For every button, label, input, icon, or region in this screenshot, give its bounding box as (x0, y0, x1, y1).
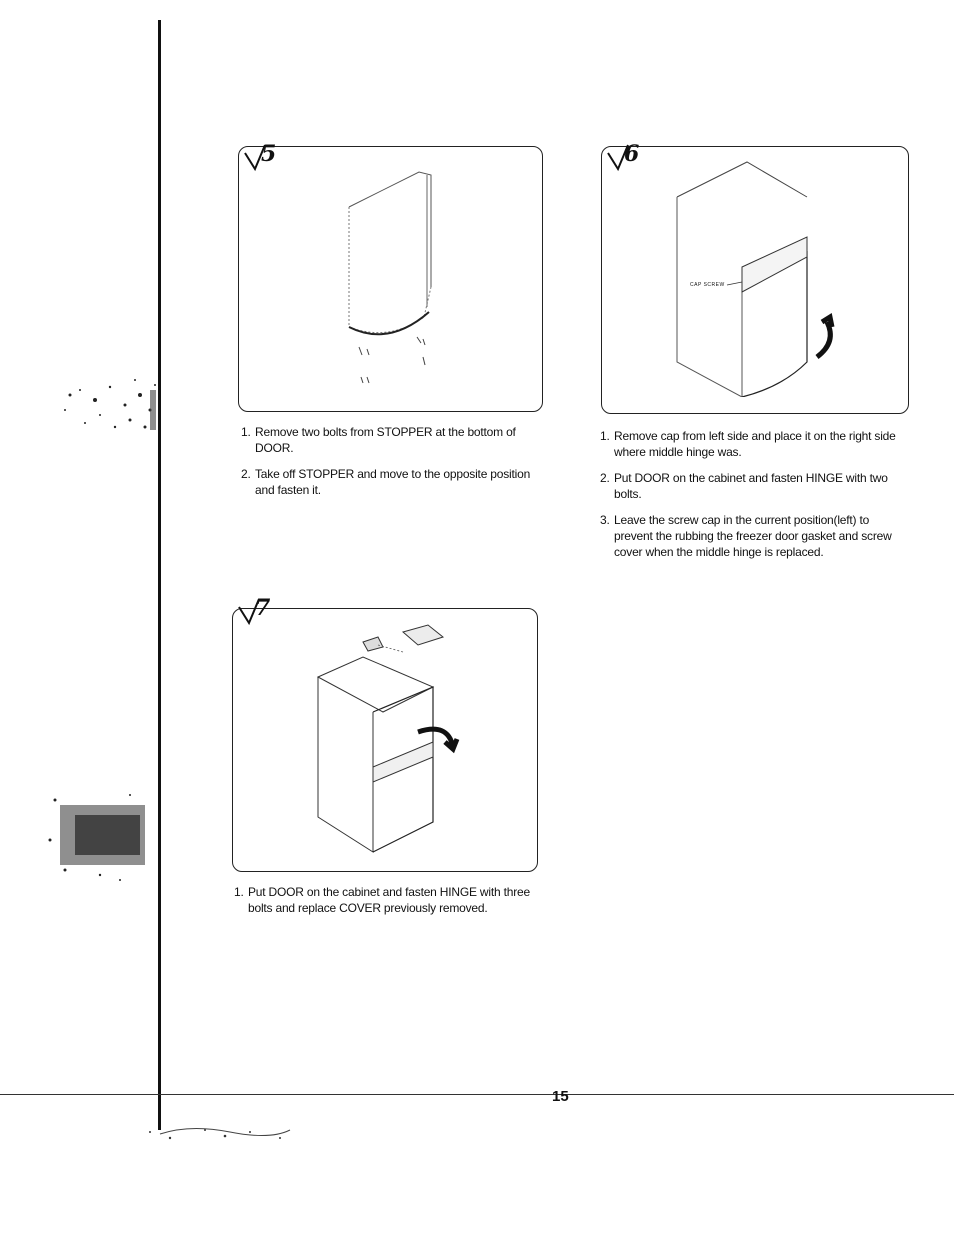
binding-line (158, 20, 161, 1130)
step-5-panel (238, 141, 543, 412)
cap-screw-label: CAP SCREW (690, 282, 725, 288)
step-5-instruction-1: 1. Remove two bolts from STOPPER at the bottom of DOOR. (241, 425, 516, 455)
step-7-panel (232, 595, 538, 872)
step-6-instruction-3: 3. Leave the screw cap in the current position(left) to prevent the rubbing the freezer door gasket and screw cover when the middle hinge is replaced. (600, 513, 892, 559)
step-7-instruction-1: 1. Put DOOR on the cabinet and fasten HINGE with three bolts and replace COVER previously removed. (234, 885, 530, 915)
scan-noise-footer (130, 1120, 330, 1160)
scan-noise-top (40, 365, 165, 455)
step-5-instruction-2: 2. Take off STOPPER and move to the opposite position and fasten it. (241, 467, 531, 497)
step-7-instructions (234, 884, 534, 926)
door-stopper-illustration (339, 167, 449, 392)
step-7-badge: 7 (237, 593, 281, 637)
footer-rule (0, 1094, 954, 1095)
step-6-badge: 6 (606, 139, 650, 183)
step-6-panel (601, 141, 909, 414)
scan-noise-bottom (40, 780, 150, 890)
hinge-cover-illustration (303, 617, 483, 857)
step-6-instructions (600, 428, 905, 570)
step-6-instruction-2: 2. Put DOOR on the cabinet and fasten HINGE with two bolts. (600, 471, 888, 501)
step-6-instruction-1: 1. Remove cap from left side and place it on the right side where middle hinge was. (600, 429, 896, 459)
step-5-badge: 5 (243, 139, 287, 183)
step-5-instructions (241, 424, 541, 508)
cabinet-cap-screw-illustration (672, 157, 842, 397)
page-number: 15 (552, 1088, 569, 1105)
